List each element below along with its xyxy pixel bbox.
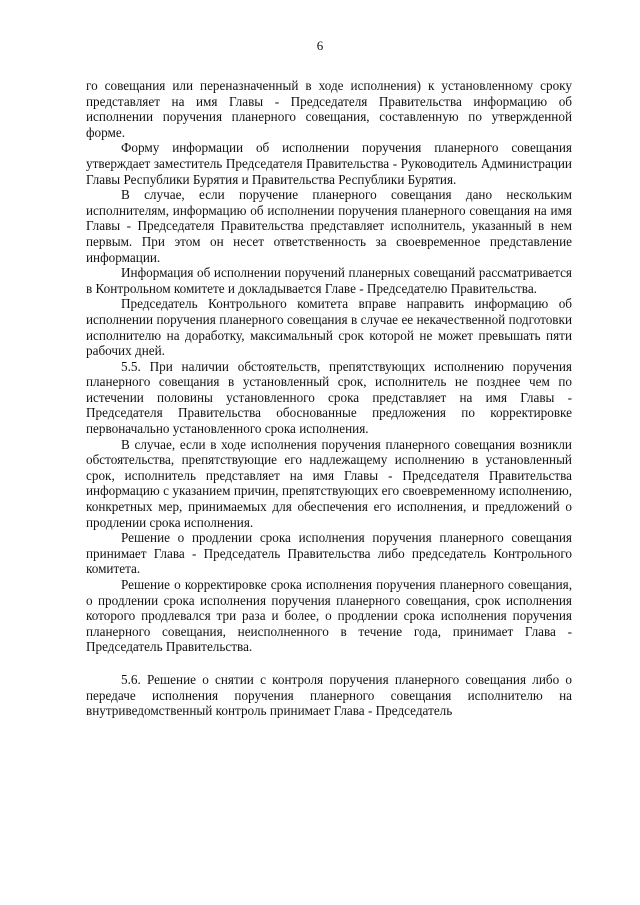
document-body [86,78,572,719]
paragraph-correction-decision: Решение о корректировке срока исполнения поручения планерного совещания, о продлении срока исполнения поручения планерного совещания, срок исполнения которого продлевался три раза и более, о продлении срока исполнения поручения планерного совещания, неисполненного в течение года, принимает Глава - Председатель Правительства. [86,577,572,655]
paragraph-extension-decision: Решение о продлении срока исполнения поручения планерного совещания принимает Глава - Председатель Правительства либо председатель Контрольного комитета. [86,530,572,577]
paragraph-section-5-5: 5.5. При наличии обстоятельств, препятствующих исполнению поручения планерного совещания в установленный срок, исполнитель не позднее чем по истечении половины установленного срока представляет на имя Главы - Председателя Правительства обоснованные предложения по корректировке первоначально установленного срока исполнения. [86,358,572,437]
paragraph-section-5-6: 5.6. Решение о снятии с контроля поручения планерного совещания либо о передаче исполнения поручения планерного совещания исполнителю на внутриведомственный контроль принимает Глава - Председатель [86,671,572,719]
page-number: 6 [316,38,324,53]
paragraph-continuation: го совещания или переназначенный в ходе исполнения) к установленному сроку представляет на имя Главы - Председателя Правительства информацию об исполнении поручения планерного совещания, составленную по утвержденной форме. [86,78,572,140]
paragraph-circumstances: В случае, если в ходе исполнения поручения планерного совещания возникли обстоятельства, препятствующие его надлежащему исполнению в установленный срок, исполнитель представляет на имя Главы - Председателя Правительства информацию с указанием причин, препятствующих его своевременному исполнению, конкретных мер, принимаемых для обеспечения его исполнения, и предложений о продлении срока исполнения. [86,436,572,530]
paragraph-multiple-executors: В случае, если поручение планерного совещания дано нескольким исполнителям, информацию об исполнении поручения планерного совещания на имя Главы - Председателя Правительства представляет исполнитель, указанный в нем первым. При этом он несет ответственность за своевременное представление информации. [86,187,572,265]
paragraph-info-form: Форму информации об исполнении поручения планерного совещания утверждает заместитель Председателя Правительства - Руководитель Администрации Главы Республики Бурятия и Правительства Республики Бурятия. [86,140,572,187]
paragraph-committee-chair-rights: Председатель Контрольного комитета вправе направить информацию об исполнении поручения планерного совещания в случае ее некачественной подготовки исполнителю на доработку, максимальный срок которой не может превышать пяти рабочих дней. [86,296,572,359]
paragraph-control-committee-review: Информация об исполнении поручений планерных совещаний рассматривается в Контрольном комитете и докладывается Главе - Председателю Правительства. [86,265,572,296]
